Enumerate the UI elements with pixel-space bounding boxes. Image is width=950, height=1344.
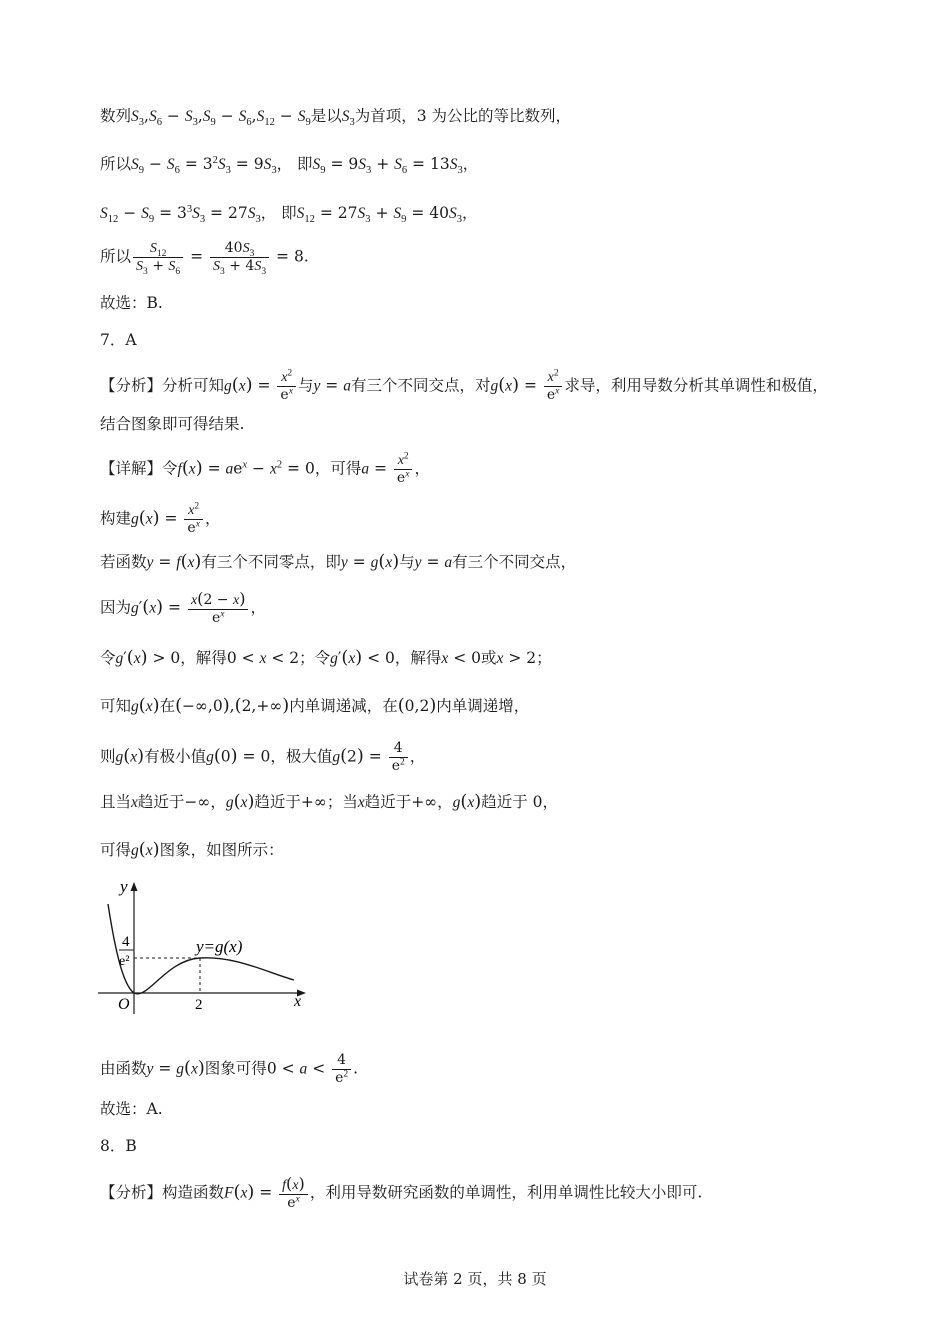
- fraction: $\frac{4}{e^2}$: [332, 1052, 351, 1087]
- text: ，: [250, 598, 266, 617]
- detail-line-9: 可得g(x)图象，如图所示：: [100, 839, 284, 860]
- text: 因为: [100, 598, 132, 617]
- text-line-3: $S_{12} - S_9 = 3^3S_3 = 27S_3$， 即$S_{12} = 27S_3 + S_9 = 40S_3$，: [100, 203, 478, 226]
- detail-line-6: 可知g(x)在(−∞,0),(2,+∞)内单调递减，在(0,2)内单调递增，: [100, 695, 530, 716]
- fraction: $\frac{f(x)}{e^x}$: [279, 1175, 308, 1212]
- analysis-7-line-1: 【分析】分析可知g(x) = $\frac{x^2}{e^x}$ 与y = a有三个不同交点，对g(x) = $\frac{x^2}{e^x}$ 求导，利用导数分析其单调性和极值，: [100, 368, 828, 403]
- question-8-answer: 8．B: [100, 1137, 137, 1155]
- analysis-7-line-2: 结合图象即可得结果.: [100, 415, 245, 433]
- y-tick-denominator: e²: [119, 954, 130, 969]
- text: 图象可得: [204, 1059, 267, 1078]
- text: 趋近于: [137, 793, 185, 811]
- text: 趋近于: [254, 793, 301, 811]
- text: 趋近于: [364, 793, 412, 811]
- analysis-tag: 【分析】: [100, 1183, 163, 1202]
- text: 令: [162, 459, 178, 478]
- text: 分析可知: [162, 376, 225, 395]
- text: ，: [414, 459, 430, 478]
- detail-line-7: 则g(x)有极小值g(0) = 0，极大值g(2) = $\frac{4}{e^2}$ ，: [100, 740, 426, 774]
- question-7-answer: 7．A: [100, 331, 137, 349]
- text-line-2: 所以$S_9 - S_6 = 3^2S_3 = 9S_3$， 即$S_9 = 9S_3 + S_6 = 13S_3$，: [100, 154, 479, 177]
- text: 在: [159, 697, 176, 715]
- text: 所以: [100, 247, 132, 266]
- text: ，极大值: [270, 747, 333, 766]
- detail-line-1: 【详解】令$f(x) = ae^x - x^2 = 0$，可得a = $\frac{x^2}{e^x}$ ，: [100, 451, 430, 486]
- text: .: [303, 247, 309, 266]
- text: ；当: [326, 793, 358, 811]
- text: 图象，如图所示：: [159, 841, 284, 859]
- detail-line-5: 令g′(x) > 0，解得0 < x < 2；令g′(x) < 0，解得x < 0或x > 2；: [100, 647, 552, 668]
- x-tick-label: 2: [195, 997, 203, 1013]
- page-footer: 试卷第 2 页，共 8 页: [403, 1270, 547, 1288]
- text-line-1: 数列$S_3,S_6 - S_3,S_9 - S_6,S_{12} - S_9$是以$S_3$为首项，3 为公比的等比数列，: [100, 107, 572, 129]
- text: ，: [204, 509, 221, 528]
- text: ， 即: [260, 204, 297, 222]
- text: .: [353, 1059, 359, 1078]
- analysis-tag: 【分析】: [100, 376, 163, 395]
- text: 趋近于 0，: [481, 793, 558, 811]
- function-graph: [96, 876, 312, 1016]
- text: 且当: [100, 793, 132, 811]
- fraction: $\frac{x(2 - x)}{e^x}$: [188, 590, 249, 627]
- detail-tag: 【详解】: [100, 459, 163, 478]
- fraction: $\frac{4}{e^2}$: [389, 740, 408, 775]
- curve-label: y=g(x): [196, 937, 243, 956]
- detail-line-3: 若函数y = f(x)有三个不同零点，即y = g(x)与y = a有三个不同交点，: [100, 551, 577, 572]
- text: ，解得: [180, 649, 227, 667]
- origin-label: O: [118, 996, 130, 1013]
- text: 若函数: [100, 553, 147, 571]
- x-axis-label: x: [294, 993, 302, 1010]
- text: 内单调递减，在: [289, 697, 398, 715]
- text: ，: [437, 793, 453, 811]
- text: 内单调递增，: [436, 697, 530, 715]
- text: ，可得: [314, 459, 362, 478]
- y-axis-arrow: [131, 882, 138, 891]
- text: 有极小值: [144, 747, 207, 766]
- text: 有三个不同零点，即: [201, 553, 341, 571]
- fraction: $\frac{S_{12}}{S_3 + S_6}$: [133, 240, 183, 275]
- text: ，: [409, 747, 426, 766]
- text: ， 即: [276, 155, 313, 173]
- detail-line-2: 构建g(x) = $\frac{x^2}{e^x}$ ，: [100, 501, 221, 536]
- fraction: $\frac{x^2}{e^x}$: [544, 369, 563, 404]
- text: ，: [462, 155, 479, 173]
- text: 为首项，3 为公比的等比数列，: [354, 107, 572, 125]
- analysis-8-line-1: 【分析】构造函数F(x) = $\frac{f(x)}{e^x}$ ，利用导数研究函数的单调性，利用单调性比较大小即可.: [100, 1174, 703, 1211]
- text: 由函数: [100, 1059, 147, 1078]
- detail-line-4: 因为g′(x) = $\frac{x(2 - x)}{e^x}$ ，: [100, 589, 266, 626]
- text: 与: [297, 376, 314, 395]
- text: ，: [210, 793, 226, 811]
- detail-line-10: 由函数y = g(x)图象可得0 < a < $\frac{4}{e^2}$ .: [100, 1052, 359, 1086]
- text: ；令: [299, 649, 331, 667]
- detail-line-8: 且当x趋近于−∞，g(x)趋近于+∞；当x趋近于+∞，g(x)趋近于 0，: [100, 791, 558, 812]
- text-line-5: 故选：B.: [100, 294, 163, 312]
- fraction: $\frac{40S_3}{S_3 + 4S_3}$: [210, 240, 269, 275]
- text: 或: [481, 649, 497, 667]
- text: 是以: [310, 107, 342, 125]
- text: ，利用导数研究函数的单调性，利用单调性比较大小即可.: [309, 1183, 703, 1202]
- text: 令: [100, 649, 116, 667]
- text: 可得: [100, 841, 132, 859]
- detail-line-11: 故选：A.: [100, 1100, 163, 1118]
- text: ，解得: [394, 649, 442, 667]
- y-tick-numerator: 4: [122, 934, 130, 950]
- fraction: $\frac{x^2}{e^x}$: [277, 369, 296, 404]
- text: 有三个不同交点，: [452, 553, 577, 571]
- fraction: $\frac{x^2}{e^x}$: [184, 502, 203, 537]
- text: 所以: [100, 155, 132, 173]
- fraction: $\frac{x^2}{e^x}$: [394, 452, 413, 487]
- text: ；: [536, 649, 552, 667]
- text: 构造函数: [162, 1183, 225, 1202]
- text: 可知: [100, 697, 132, 715]
- text: 数列: [100, 107, 132, 125]
- text: ，: [461, 204, 478, 222]
- text-line-4: 所以 $\frac{S_{12}}{S_3 + S_6}$ = $\frac{40S_3}{S_3 + 4S_3}$ = 8.: [100, 240, 309, 277]
- text: 则: [100, 747, 116, 766]
- text: 求导，利用导数分析其单调性和极值，: [564, 376, 828, 395]
- text: 有三个不同交点，对: [350, 376, 491, 395]
- y-axis-label: y: [120, 877, 128, 896]
- text: 构建: [100, 509, 132, 528]
- text: 与: [399, 553, 415, 571]
